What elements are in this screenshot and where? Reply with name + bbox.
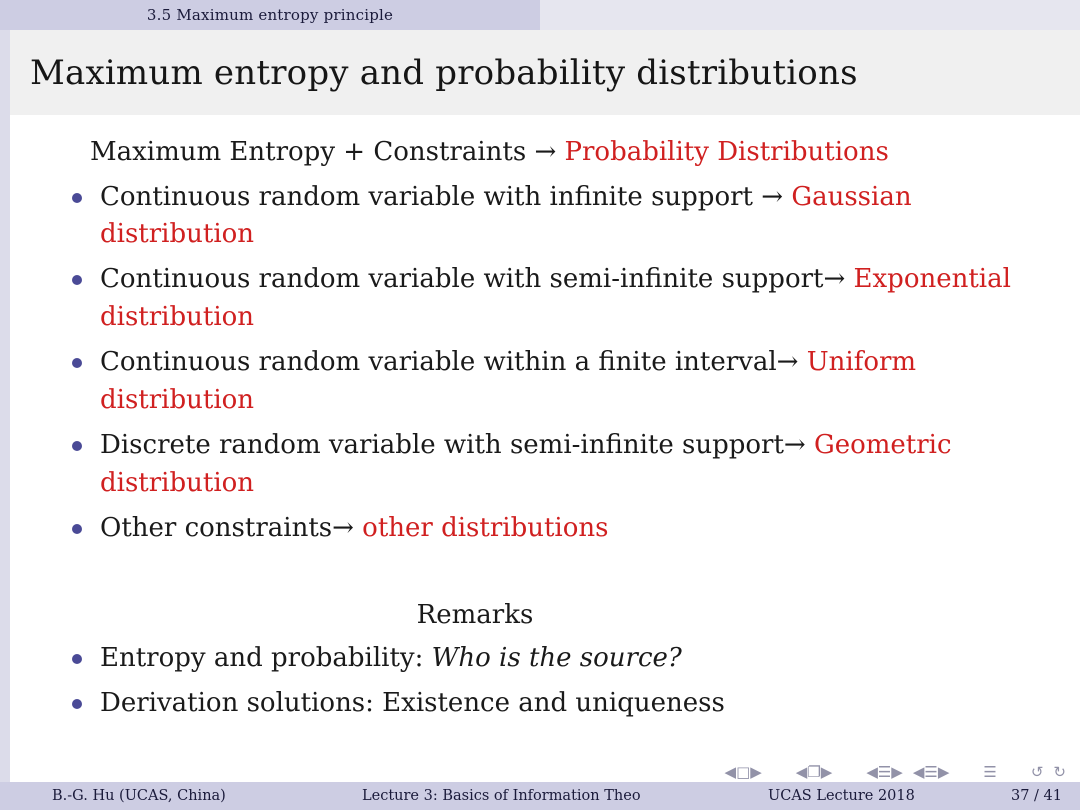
bullet-dot-icon bbox=[72, 441, 82, 451]
bullet-highlight: Gaussian distribution bbox=[100, 181, 912, 250]
prev-slide-icon[interactable]: ◀☰▶ bbox=[866, 763, 903, 781]
navigation-controls[interactable] bbox=[725, 765, 1066, 780]
slide-content bbox=[10, 118, 1080, 781]
remark-italic: Who is the source? bbox=[431, 643, 682, 674]
bullet-dot-icon bbox=[72, 524, 82, 534]
bullet-highlight: other distributions bbox=[362, 513, 609, 544]
forward-icon[interactable]: ↻ bbox=[1053, 763, 1066, 781]
remark-text: Derivation solutions: Existence and uniqueness bbox=[100, 688, 725, 719]
bullet-dot-icon bbox=[72, 193, 82, 203]
bullet-list bbox=[10, 179, 1080, 549]
lead-line bbox=[10, 136, 1080, 169]
footer-author: B.-G. Hu (UCAS, China) bbox=[52, 788, 226, 804]
list-item bbox=[10, 344, 1080, 420]
last-slide-icon[interactable]: ☰ bbox=[983, 763, 997, 781]
bullet-highlight: Uniform distribution bbox=[100, 347, 917, 416]
remarks-list bbox=[10, 640, 1080, 723]
remarks-heading: Remarks bbox=[416, 600, 534, 631]
footer-page-number: 37 / 41 bbox=[1010, 788, 1062, 804]
footer-course: UCAS Lecture 2018 bbox=[768, 788, 915, 804]
bullet-dot-icon bbox=[72, 654, 82, 664]
lead-highlight: Probability Distributions bbox=[564, 137, 889, 167]
footer-lecture-title: Lecture 3: Basics of Information Theo bbox=[362, 788, 641, 804]
bullet-dot-icon bbox=[72, 275, 82, 285]
bullet-text: Continuous random variable with infinite support → bbox=[100, 181, 792, 212]
header-section-title: 3.5 Maximum entropy principle bbox=[146, 6, 394, 24]
page-title: Maximum entropy and probability distributions bbox=[30, 52, 858, 93]
bullet-text: Discrete random variable with semi-infinite support→ bbox=[100, 430, 814, 461]
bullet-highlight: Geometric distribution bbox=[100, 430, 952, 499]
lead-prefix: Maximum Entropy + Constraints → bbox=[90, 137, 565, 167]
bullet-text: Other constraints→ bbox=[100, 513, 363, 544]
slide-title-block bbox=[10, 30, 1080, 115]
bullet-dot-icon bbox=[72, 699, 82, 709]
left-accent-bar bbox=[0, 0, 10, 810]
remark-text: Entropy and probability: bbox=[100, 643, 432, 674]
list-item bbox=[10, 179, 1080, 255]
bullet-highlight: Exponential distribution bbox=[100, 264, 1011, 333]
header-section-tab[interactable] bbox=[0, 0, 540, 30]
header-bar bbox=[0, 0, 1080, 30]
first-slide-icon[interactable]: ◀□▶ bbox=[724, 763, 762, 781]
back-icon[interactable]: ↺ bbox=[1030, 763, 1044, 781]
bullet-dot-icon bbox=[72, 358, 82, 368]
next-slide-icon[interactable]: ◀☰▶ bbox=[912, 763, 950, 781]
list-item bbox=[10, 261, 1080, 337]
list-item bbox=[10, 427, 1080, 503]
footer-bar bbox=[0, 782, 1080, 810]
list-item bbox=[10, 640, 1080, 678]
bullet-text: Continuous random variable with semi-infinite support→ bbox=[100, 264, 854, 295]
list-item bbox=[10, 685, 1080, 723]
bullet-text: Continuous random variable within a finite interval→ bbox=[100, 347, 807, 378]
prev-frame-icon[interactable]: ◀❐▶ bbox=[795, 763, 833, 781]
list-item bbox=[10, 510, 1080, 548]
